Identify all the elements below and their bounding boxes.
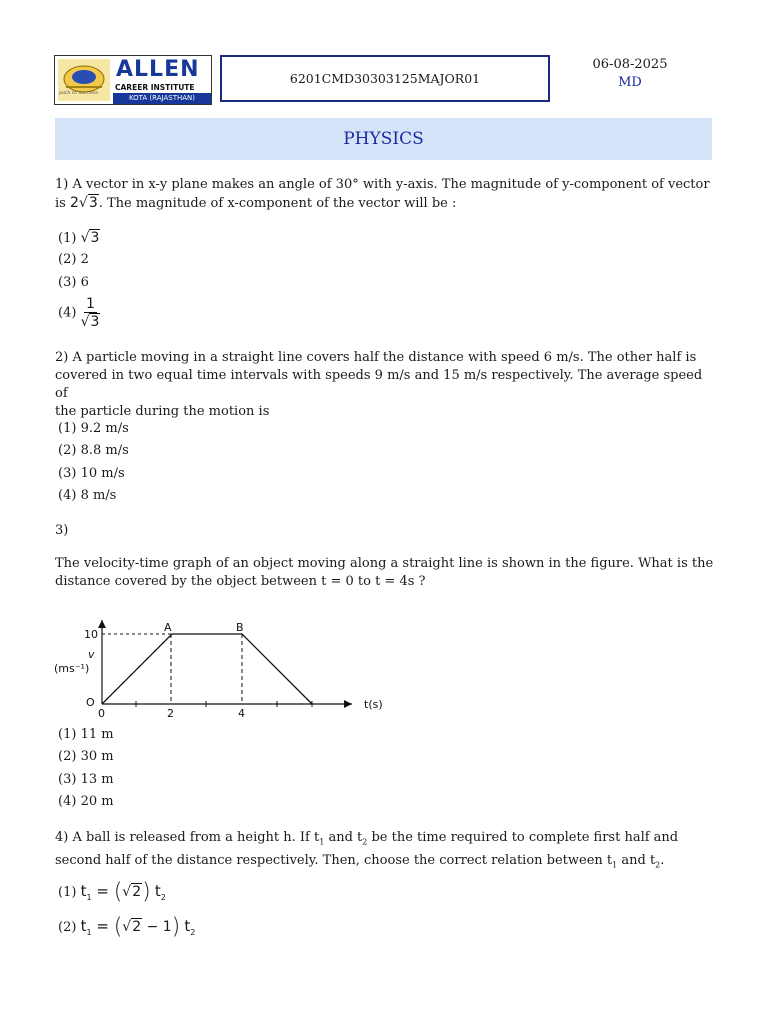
fraction: $\frac{1}{√3}$: [80, 296, 100, 330]
y-axis-unit: (ms⁻¹): [54, 662, 90, 675]
logo-location: KOTA (RAJASTHAN): [113, 93, 211, 104]
sqrt-expression: √3: [78, 195, 98, 211]
question-1-line-2: is 2√3. The magnitude of x-component of the vector will be :: [55, 195, 457, 211]
q1-option-2[interactable]: (2) 2: [58, 252, 89, 267]
origin-label: O: [86, 696, 95, 709]
allen-logo: [54, 55, 212, 105]
x-tick-label-2: 2: [167, 707, 174, 718]
x-axis-label: t(s): [364, 698, 383, 711]
q2-option-4[interactable]: (4) 8 m/s: [58, 488, 117, 503]
q3-option-4[interactable]: (4) 20 m: [58, 794, 114, 809]
question-3-text: The velocity-time graph of an object moving along a straight line is shown in the figure. What is the distance covered by the object between t = 0 to t = 4s ?: [55, 556, 714, 589]
question-1-text: [55, 176, 715, 213]
x-tick-label-4: 4: [238, 707, 245, 718]
q2-option-3[interactable]: (3) 10 m/s: [58, 466, 125, 481]
q4-option-1[interactable]: (1) $t_1 = (√2)$ $t_2$: [58, 879, 166, 905]
point-label-b: B: [236, 621, 244, 634]
x-axis-arrow: [344, 700, 352, 708]
q3-option-2[interactable]: (2) 30 m: [58, 749, 114, 764]
q4-option-2[interactable]: (2) $t_1 = (√2 - 1)$ $t_2$: [58, 914, 196, 940]
subject-heading: PHYSICS: [55, 118, 712, 160]
q1-option-4[interactable]: (4) $\frac{1}{√3}$: [58, 296, 100, 330]
question-3-number: 3): [55, 523, 69, 538]
y-axis-arrow: [98, 620, 106, 628]
question-2-text: 2) A particle moving in a straight line covers half the distance with speed 6 m/s. The other half is covered in two equal time intervals with speeds 9 m/s and 15 m/s respectively. The average speed of the particle during the motion is: [55, 350, 703, 419]
q2-option-2[interactable]: (2) 8.8 m/s: [58, 443, 129, 458]
paper-code-box: 6201CMD30303125MAJOR01: [220, 55, 550, 102]
q3-option-1[interactable]: (1) 11 m: [58, 727, 114, 742]
velocity-line: [102, 634, 312, 704]
q3-option-3[interactable]: (3) 13 m: [58, 772, 114, 787]
y-tick-label-10: 10: [84, 628, 98, 641]
x-tick-label-0: 0: [98, 707, 105, 718]
y-axis-label: v: [88, 648, 95, 661]
question-4-text: 4) A ball is released from a height h. If $t_1$ and $t_2$ be the time required to complete first half and second half of the distance respectively. Then, choose the correct relation between $t_1$ and $t_2$.: [55, 830, 679, 870]
logo-subtitle: CAREER INSTITUTE: [115, 83, 195, 92]
exam-date: 06-08-2025: [592, 57, 668, 72]
batch-label: MD: [618, 75, 642, 90]
q1-option-1[interactable]: (1) √3: [58, 230, 100, 246]
velocity-time-graph: [52, 614, 392, 718]
q2-option-1[interactable]: (1) 9.2 m/s: [58, 421, 129, 436]
point-label-a: A: [164, 621, 172, 634]
question-1-line-1: 1) A vector in x-y plane makes an angle of 30° with y-axis. The magnitude of y-component of vector: [55, 177, 710, 192]
logo-brand: ALLEN: [116, 57, 200, 82]
logo-tagline: path to success: [59, 90, 99, 96]
q1-option-3[interactable]: (3) 6: [58, 275, 89, 290]
